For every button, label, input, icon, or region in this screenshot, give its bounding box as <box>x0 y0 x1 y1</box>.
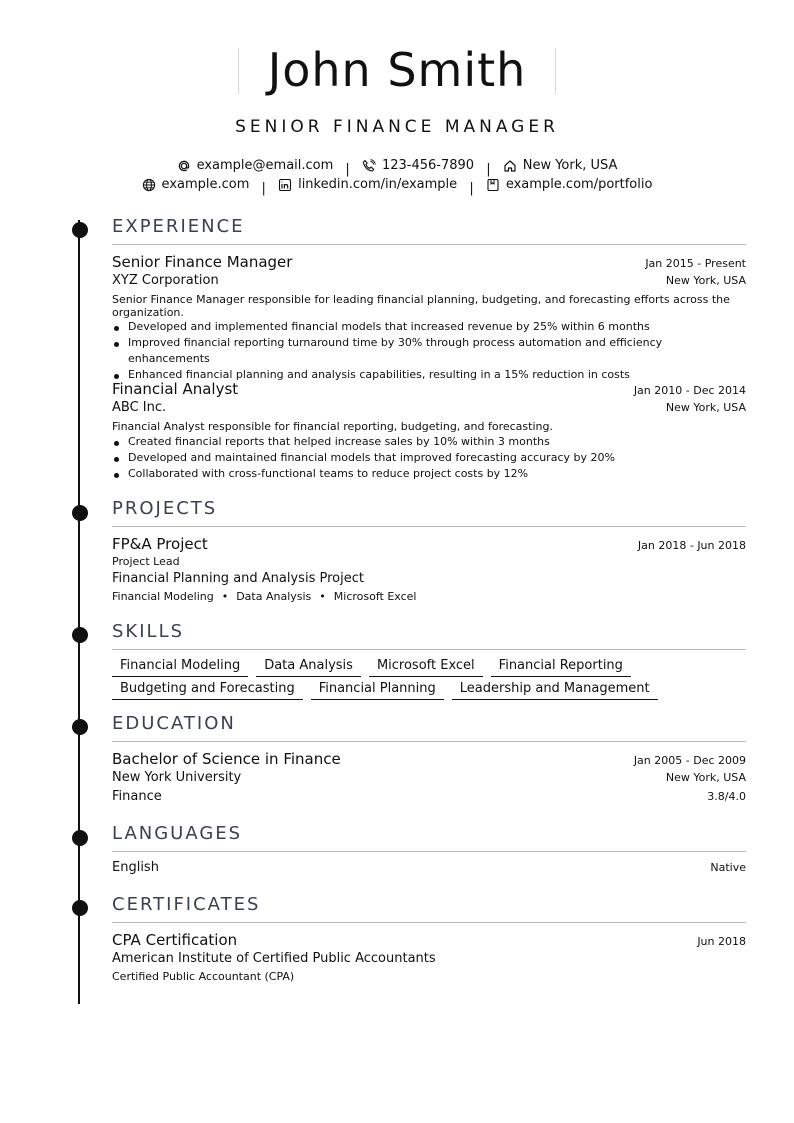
timeline-dot-certificates <box>72 900 88 916</box>
contact-website[interactable]: example.com <box>142 177 250 192</box>
experience-entry-2-company <box>112 400 746 415</box>
skill-tag: Financial Modeling <box>112 658 248 677</box>
section-heading-certificates: CERTIFICATES <box>112 894 746 923</box>
job-summary: Financial Analyst responsible for financial reporting, budgeting, and forecasting. <box>112 420 553 433</box>
experience-entry-1-header <box>112 253 746 271</box>
home-icon <box>503 159 517 173</box>
contact-portfolio[interactable]: example.com/portfolio <box>486 177 653 192</box>
contact-row-1 <box>0 158 794 177</box>
company-name: XYZ Corporation <box>112 273 219 288</box>
language-row <box>112 860 746 875</box>
contact-separator: | <box>469 180 474 196</box>
certificate-detail-row <box>112 970 746 983</box>
project-keywords <box>112 590 417 603</box>
timeline-dot-projects <box>72 505 88 521</box>
education-dates: Jan 2005 - Dec 2009 <box>633 754 746 767</box>
project-role: Project Lead <box>112 555 180 568</box>
job-title: SENIOR FINANCE MANAGER <box>235 117 559 137</box>
timeline-dot-languages <box>72 830 88 846</box>
project-dates: Jan 2018 - Jun 2018 <box>637 539 746 552</box>
keyword: Data Analysis <box>236 590 312 603</box>
job-dates: Jan 2015 - Present <box>645 257 746 270</box>
keyword-separator: • <box>221 590 229 603</box>
list-item: Enhanced financial planning and analysis capabilities, resulting in a 15% reduction in costs <box>112 367 746 383</box>
list-item: Created financial reports that helped increase sales by 10% within 3 months <box>112 434 746 450</box>
job-role: Senior Finance Manager <box>112 253 293 271</box>
company-name: ABC Inc. <box>112 400 167 415</box>
skills-list <box>112 658 752 704</box>
field-of-study: Finance <box>112 789 162 804</box>
job-bullets <box>112 319 746 383</box>
experience-entry-2-header <box>112 380 746 398</box>
globe-icon <box>142 178 156 192</box>
company-location: New York, USA <box>665 274 746 287</box>
school-location: New York, USA <box>665 771 746 784</box>
language-level: Native <box>710 861 746 874</box>
job-dates: Jan 2010 - Dec 2014 <box>633 384 746 397</box>
section-heading-skills: SKILLS <box>112 621 746 650</box>
skill-tag: Budgeting and Forecasting <box>112 681 303 700</box>
certificate-header <box>112 931 746 949</box>
project-description: Financial Planning and Analysis Project <box>112 571 364 586</box>
project-header <box>112 535 746 553</box>
certificate-detail: Certified Public Accountant (CPA) <box>112 970 295 983</box>
keyword-separator: • <box>319 590 326 603</box>
keyword: Financial Modeling <box>112 590 214 603</box>
certificate-issuer: American Institute of Certified Public Accountants <box>112 951 436 966</box>
company-location: New York, USA <box>665 401 746 414</box>
contact-separator: | <box>486 161 491 177</box>
timeline-dot-skills <box>72 627 88 643</box>
candidate-name <box>238 40 557 100</box>
contact-location: New York, USA <box>503 158 618 173</box>
contact-separator: | <box>345 161 350 177</box>
name-divider-right <box>555 48 556 94</box>
timeline-dot-education <box>72 719 88 735</box>
job-summary: Senior Finance Manager responsible for leading financial planning, budgeting, and forecasting efforts across the organization. <box>112 293 730 319</box>
project-description-row <box>112 571 746 586</box>
skill-tag: Leadership and Management <box>452 681 658 700</box>
project-name: FP&A Project <box>112 535 208 553</box>
skill-tag: Financial Reporting <box>491 658 631 677</box>
contact-separator: | <box>261 180 266 196</box>
skills-row <box>112 658 752 677</box>
gpa: 3.8/4.0 <box>707 790 746 803</box>
education-header <box>112 750 746 768</box>
contact-phone[interactable]: 123-456-7890 <box>362 158 474 173</box>
project-role-row <box>112 555 746 568</box>
skills-row <box>112 681 752 700</box>
linkedin-icon <box>278 178 292 192</box>
certificate-date: Jun 2018 <box>697 935 746 948</box>
section-heading-languages: LANGUAGES <box>112 823 746 852</box>
contact-email[interactable]: example@email.com <box>177 158 334 173</box>
keyword: Microsoft Excel <box>333 590 417 603</box>
school-name: New York University <box>112 770 242 785</box>
language-name: English <box>112 860 159 875</box>
portfolio-icon <box>486 178 500 192</box>
timeline-line <box>78 220 80 1004</box>
timeline-dot-experience <box>72 222 88 238</box>
name-block <box>0 40 794 100</box>
list-item: Collaborated with cross-functional teams to reduce project costs by 12% <box>112 466 746 482</box>
name-divider-left <box>238 48 239 94</box>
contact-row-2 <box>0 177 794 196</box>
skill-tag: Financial Planning <box>311 681 444 700</box>
skill-tag: Microsoft Excel <box>369 658 483 677</box>
phone-icon <box>362 159 376 173</box>
job-role: Financial Analyst <box>112 380 239 398</box>
list-item: Developed and maintained financial models that improved forecasting accuracy by 20% <box>112 450 746 466</box>
list-item: Developed and implemented financial models that increased revenue by 25% within 6 months <box>112 319 746 335</box>
education-field-row <box>112 789 746 804</box>
job-bullets <box>112 434 746 482</box>
certificate-issuer-row <box>112 951 746 966</box>
certificate-name: CPA Certification <box>112 931 238 949</box>
candidate-name-text: John Smith <box>267 43 527 97</box>
degree: Bachelor of Science in Finance <box>112 750 341 768</box>
skill-tag: Data Analysis <box>256 658 361 677</box>
experience-entry-1-company <box>112 273 746 288</box>
section-heading-experience: EXPERIENCE <box>112 216 746 245</box>
list-item: Improved financial reporting turnaround time by 30% through process automation and efficiency enhancements <box>112 335 746 367</box>
section-heading-education: EDUCATION <box>112 713 746 742</box>
at-icon <box>177 159 191 173</box>
contact-linkedin[interactable]: linkedin.com/in/example <box>278 177 457 192</box>
section-heading-projects: PROJECTS <box>112 498 746 527</box>
education-school-row <box>112 770 746 785</box>
